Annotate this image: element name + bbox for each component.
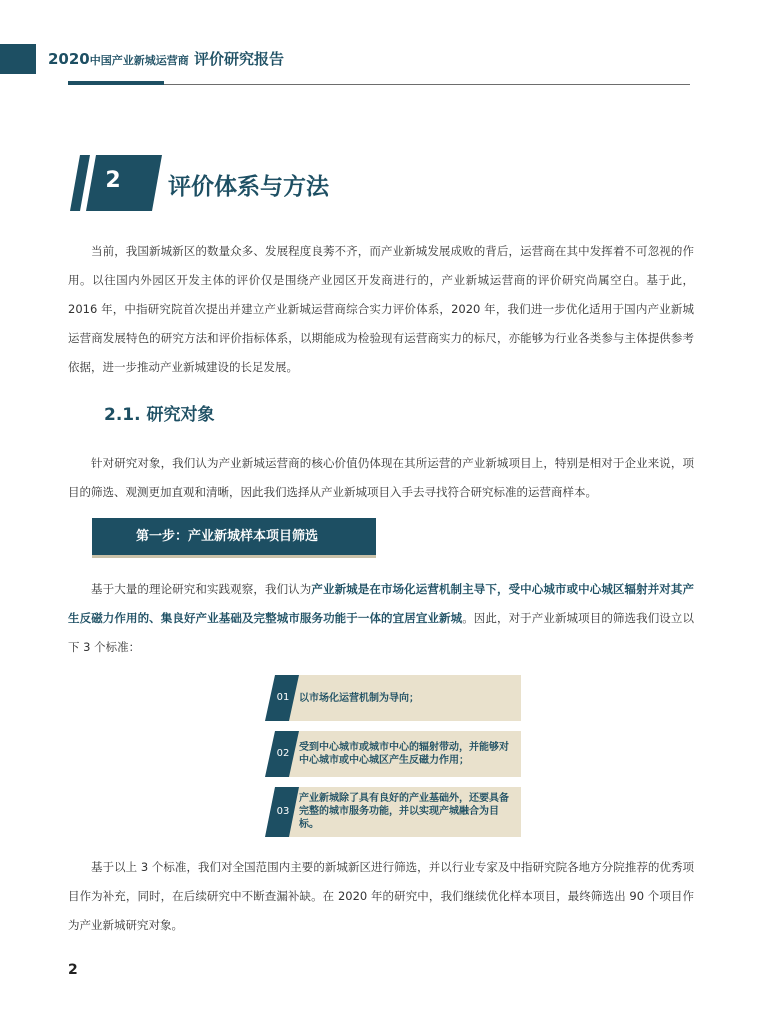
criterion-number: 03 [276, 806, 290, 817]
report-title-mid: 中国产业新城运营商 [89, 54, 189, 67]
page-number: 2 [68, 962, 78, 978]
step-one-banner: 第一步：产业新城样本项目筛选 [92, 518, 376, 558]
criterion-text: 受到中心城市或城市中心的辐射带动，并能够对中心城市或中心城区产生反磁力作用； [299, 742, 509, 766]
header-accent-bar [0, 44, 36, 74]
basis-prefix: 基于大量的理论研究和实践观察，我们认为 [91, 582, 312, 596]
basis-suffix: 。因此，对于产业新城项目的筛选我们设立以下 3 个标准： [68, 611, 694, 654]
criterion-text: 以市场化运营机制为导向； [299, 693, 419, 704]
closing-paragraph: 基于以上 3 个标准，我们对全国范围内主要的新城新区进行筛选，并以行业专家及中指研究院各地方分院推荐的优秀项目作为补充，同时，在后续研究中不断查漏补缺。在 2020 年的研究中，我们继续优化样本项目，最终筛选出 90 个项目作为产业新城研究对象。 [68, 860, 694, 932]
section-title: 评价体系与方法 [168, 174, 329, 200]
criterion-item [265, 731, 521, 777]
basis-paragraph [68, 575, 694, 662]
criterion-item [265, 675, 521, 721]
criterion-number: 02 [276, 748, 290, 759]
object-paragraph: 针对研究对象，我们认为产业新城运营商的核心价值仍体现在其所运营的产业新城项目上，特别是相对于企业来说，项目的筛选、观测更加直观和清晰，因此我们选择从产业新城项目入手去寻找符合研究标准的运营商样本。 [68, 456, 694, 499]
section-number: 2 [105, 168, 121, 193]
intro-paragraph: 当前，我国新城新区的数量众多、发展程度良莠不齐，而产业新城发展成败的背后，运营商在其中发挥着不可忽视的作用。以往国内外园区开发主体的评价仅是围绕产业园区开发商进行的，产业新城运营商的评价研究尚属空白。基于此，2016 年，中指研究院首次提出并建立产业新城运营商综合实力评价体系，2020 年，我们进一步优化适用于国内产业新城运营商发展特色的研究方法和评价指标体系，以期能成为检验现有运营商实力的标尺，亦能够为行业各类参与主体提供参考依据，进一步推动产业新城建设的长足发展。 [68, 244, 694, 374]
report-title [48, 48, 284, 69]
criterion-number: 01 [276, 692, 290, 703]
subsection-title: 2.1. 研究对象 [104, 405, 215, 425]
criterion-text: 产业新城除了具有良好的产业基础外，还要具备完整的城市服务功能，并以实现产城融合为目标。 [299, 793, 509, 830]
report-year: 2020 [48, 50, 90, 68]
header-divider-accent [68, 81, 164, 85]
criterion-item [265, 787, 521, 833]
report-title-tail: 评价研究报告 [188, 50, 284, 68]
basis-highlight: 产业新城是在市场化运营机制主导下，受中心城市或中心城区辐射并对其产生反磁力作用的、集良好产业基础及完整城市服务功能于一体的宜居宜业新城 [68, 582, 695, 625]
